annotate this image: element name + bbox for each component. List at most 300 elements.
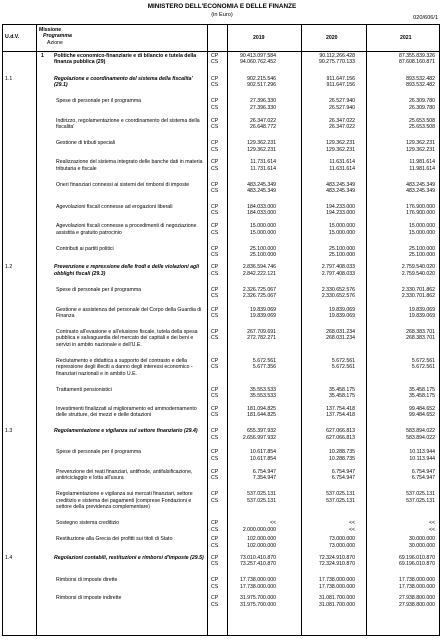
- value-2021-line: 17.738.000.000: [398, 583, 435, 590]
- value-2021-line: 5.672.561: [411, 364, 435, 371]
- value-2020-line: 25.100.000: [329, 245, 355, 252]
- value-2020: [285, 182, 355, 195]
- row-label: [56, 98, 206, 104]
- table-row: [3, 159, 439, 182]
- value-2021-line: 2.759.540.020: [401, 270, 435, 277]
- table-row: [3, 53, 439, 76]
- value-2020: [285, 329, 355, 342]
- value-2019: [206, 204, 276, 217]
- table-row: [3, 387, 439, 406]
- value-2021: [365, 53, 435, 66]
- row-label-text: Agevolazioni fiscali connesse a procedimenti di negoziazione assistita e gratuito patrocinio: [56, 223, 197, 236]
- table-row: [3, 520, 439, 536]
- value-2019-line: 902.517.296: [247, 82, 276, 89]
- table-row: [3, 287, 439, 307]
- value-2019-line: 35.553.533: [250, 393, 276, 400]
- value-2020: [285, 204, 355, 217]
- value-2019-line: 7.354.947: [252, 475, 276, 482]
- value-2020: [285, 555, 355, 568]
- type-code: CP: [211, 98, 219, 105]
- value-2019-line: 655.397.932: [247, 428, 276, 435]
- value-2019-line: 25.100.000: [250, 245, 276, 252]
- value-2019-line: 94.060.762.452: [239, 59, 276, 66]
- value-2019-line: 902.215.546: [247, 75, 276, 82]
- type-code: CP: [211, 428, 219, 435]
- header-mission-line: Missione: [39, 27, 62, 33]
- value-2020-line: <<: [348, 526, 355, 533]
- value-2019-line: 2.326.725.067: [242, 293, 276, 300]
- value-2020-line: 194.233.000: [326, 203, 355, 210]
- value-2021-line: 2.330.701.862: [401, 286, 435, 293]
- value-2020-line: 19.839.069: [329, 312, 355, 319]
- value-2021: [365, 406, 435, 419]
- type-code: CP: [211, 264, 219, 271]
- value-2020-line: 26.527.940: [329, 98, 355, 105]
- table-row: [3, 491, 439, 520]
- value-2020-line: 73.000.000: [329, 542, 355, 549]
- value-2019-line: 17.738.000.000: [239, 583, 276, 590]
- row-label-text: Gestione di tributi speciali: [56, 140, 116, 147]
- value-2021-line: 19.839.069: [409, 312, 435, 319]
- value-2021: [365, 159, 435, 172]
- row-number: 1: [41, 53, 44, 59]
- value-2020: [285, 246, 355, 259]
- value-2019-line: 537.025.131: [247, 497, 276, 504]
- value-2021-line: 15.000.000: [409, 229, 435, 236]
- row-label: [56, 287, 206, 293]
- value-2020-line: 10.288.735: [329, 455, 355, 462]
- value-2020-line: 537.025.131: [326, 491, 355, 498]
- value-2021-line: <<: [428, 520, 435, 527]
- value-2020-line: 137.754.418: [326, 411, 355, 418]
- type-code: CP: [211, 203, 219, 210]
- row-label-text: Regolamentazione e vigilanza sui mercati finanziari, settore creditizio e sistema dei pagamenti (comprese Fondazioni e settore della previdenza complementare): [56, 491, 193, 511]
- type-code: CS: [211, 526, 219, 533]
- value-2019: [206, 76, 276, 89]
- value-2020-line: 25.100.000: [329, 252, 355, 259]
- type-code: CS: [211, 82, 219, 89]
- value-2020: [285, 577, 355, 590]
- value-2021-line: 6.754.947: [411, 468, 435, 475]
- value-2021-line: 129.362.231: [406, 140, 435, 147]
- header-programma-line: Programma: [43, 33, 72, 40]
- row-code: (29.4): [182, 428, 198, 435]
- row-label: [56, 246, 206, 252]
- header-udv: U.d.V.: [5, 34, 20, 40]
- table-row: [3, 118, 439, 141]
- value-2021-line: 25.653.508: [409, 117, 435, 124]
- value-2020-line: 268.031.234: [326, 329, 355, 336]
- value-2019-line: 129.362.231: [247, 140, 276, 147]
- row-label: [56, 387, 206, 393]
- type-code: CS: [211, 312, 219, 319]
- value-2019-line: 15.000.000: [250, 229, 276, 236]
- type-code: CP: [211, 491, 219, 498]
- table-body: [3, 53, 439, 614]
- value-2019-line: 73.010.410.870: [239, 554, 276, 561]
- value-2019-line: 181.644.825: [247, 411, 276, 418]
- value-2019: [206, 329, 276, 342]
- value-2021-line: 583.894.022: [406, 434, 435, 441]
- value-2021-line: 17.738.000.000: [398, 577, 435, 584]
- row-code: (29.5): [188, 554, 204, 561]
- value-2019-line: 73.257.410.870: [239, 561, 276, 568]
- type-code: CP: [211, 181, 219, 188]
- value-2021-line: 176.900.000: [406, 203, 435, 210]
- value-2021-line: 537.025.131: [406, 491, 435, 498]
- row-code: (29.1): [54, 82, 68, 89]
- value-2020: [285, 358, 355, 371]
- value-2019: [206, 358, 276, 371]
- value-2020: [285, 491, 355, 504]
- value-2019: [206, 449, 276, 462]
- table-row: [3, 98, 439, 118]
- value-2020: [285, 469, 355, 482]
- row-label: [56, 491, 206, 510]
- value-2020-line: 537.025.131: [326, 497, 355, 504]
- row-label-text: Regolazioni contabili, restituzioni e rimborsi d'imposte: [54, 554, 189, 561]
- value-2020: [285, 428, 355, 441]
- row-label-text: Investimenti finalizzati al miglioramento ed ammodernamento delle strutture, dei mezzi e delle dotazioni: [56, 405, 197, 418]
- type-code: CS: [211, 229, 219, 236]
- header-divider: [3, 51, 439, 52]
- table-row: [3, 469, 439, 492]
- row-label: [56, 182, 206, 188]
- value-2020-line: 72.324.910.870: [318, 561, 355, 568]
- value-2021-line: 129.362.231: [406, 146, 435, 153]
- value-2020-line: 5.672.561: [331, 358, 355, 365]
- row-code: (29): [94, 59, 106, 66]
- value-2021-line: 35.458.175: [409, 393, 435, 400]
- value-2020-line: 17.738.000.000: [318, 583, 355, 590]
- row-label: [56, 536, 206, 542]
- row-label: [56, 406, 206, 419]
- value-2019-line: 483.245.349: [247, 181, 276, 188]
- value-2021-line: 893.532.482: [406, 75, 435, 82]
- value-2020-line: 2.797.408.033: [321, 270, 355, 277]
- row-label: [54, 76, 204, 89]
- row-label-text: Gestione e assistenza del personale del Corpo della Guardia di Finanza: [56, 306, 202, 319]
- row-label: [56, 307, 206, 320]
- value-2021-line: 30.000.000: [409, 542, 435, 549]
- value-2020-line: 483.245.349: [326, 181, 355, 188]
- value-2019: [206, 98, 276, 111]
- type-code: CS: [211, 497, 219, 504]
- type-code: CS: [211, 455, 219, 462]
- header-year-2021: 2021: [400, 35, 412, 41]
- type-code: CS: [211, 542, 219, 549]
- value-2020: [285, 53, 355, 66]
- value-2019-line: 15.000.000: [250, 223, 276, 230]
- value-2021-line: 6.754.947: [411, 475, 435, 482]
- value-2019: [206, 536, 276, 549]
- row-label-text: Contrasto all'evasione e all'elusione fiscale, tutela della spesa pubblica e salvaguardia del mercato dei capitali e dei beni e servizi in ambito nazionale e dell'U.E.: [56, 329, 198, 348]
- type-code: CS: [211, 252, 219, 259]
- value-2020-line: 35.458.175: [329, 393, 355, 400]
- value-2019-line: 11.731.614: [250, 159, 276, 166]
- row-label-text: Reclutamento e didattica a supporto del contrasto e della repressione degli illeciti a danno degli interessi economico - finanziari nazionali e in ambito U.E.: [56, 358, 193, 377]
- type-code: CS: [211, 393, 219, 400]
- value-2021-line: 583.894.022: [406, 428, 435, 435]
- value-2021-line: 35.458.175: [409, 387, 435, 394]
- value-2019: [206, 406, 276, 419]
- value-2019-line: 267.709.691: [247, 329, 276, 336]
- value-2019-line: 10.617.854: [250, 455, 276, 462]
- value-2021: [365, 204, 435, 217]
- row-label-text: Regolamentazione e vigilanza sul settore finanziario: [54, 428, 183, 435]
- row-label: [54, 53, 204, 66]
- row-label: [56, 449, 206, 455]
- table-row: [3, 264, 439, 287]
- value-2020-line: 2.330.652.576: [321, 286, 355, 293]
- row-label: [54, 555, 204, 561]
- value-2019: [206, 287, 276, 300]
- table-row: [3, 140, 439, 159]
- value-2020-line: 129.362.231: [326, 140, 355, 147]
- type-code: CP: [211, 554, 219, 561]
- value-2021-line: 99.484.652: [409, 405, 435, 412]
- value-2021-line: 483.245.349: [406, 188, 435, 195]
- value-2019-line: 537.025.131: [247, 491, 276, 498]
- value-2021: [365, 287, 435, 300]
- header-azione-line: Azione: [47, 39, 63, 46]
- row-label: [56, 577, 206, 583]
- value-2021: [365, 469, 435, 482]
- value-2019: [206, 469, 276, 482]
- value-2021: [365, 536, 435, 549]
- table-row: [3, 428, 439, 449]
- table-row: [3, 536, 439, 555]
- value-2020: [285, 536, 355, 549]
- value-2021: [365, 118, 435, 131]
- type-code: CS: [211, 293, 219, 300]
- row-udv: 1.1: [5, 75, 13, 82]
- page-title: MINISTERO DELL'ECONOMIA E DELLE FINANZE: [147, 3, 297, 10]
- type-code: CS: [211, 210, 219, 217]
- value-2019: [206, 182, 276, 195]
- value-2021: [365, 577, 435, 590]
- value-2021-line: 10.113.944: [409, 455, 435, 462]
- value-2019-line: 272.782.271: [247, 335, 276, 342]
- type-code: CP: [211, 159, 219, 166]
- row-label: [56, 595, 206, 601]
- row-label-text: Realizzazione del sistema integrato delle banche dati in materia tributaria e fiscale: [56, 159, 203, 172]
- value-2019-line: 35.553.533: [250, 387, 276, 394]
- value-2021: [365, 140, 435, 153]
- value-2019-line: 129.362.231: [247, 146, 276, 153]
- header-year-2019: 2019: [253, 35, 265, 41]
- value-2020: [285, 264, 355, 277]
- value-2020: [285, 406, 355, 419]
- value-2019: [206, 159, 276, 172]
- table-row: [3, 307, 439, 330]
- value-2019-line: 184.033.000: [247, 203, 276, 210]
- value-2020: [285, 140, 355, 153]
- document-code: 020/606/1: [413, 15, 438, 21]
- row-label-text: Spese di personale per il programma: [56, 286, 142, 293]
- value-2021: [365, 428, 435, 441]
- type-code: CS: [211, 146, 219, 153]
- value-2021-line: 5.672.561: [411, 358, 435, 365]
- value-2019: [206, 491, 276, 504]
- type-code: CP: [211, 358, 219, 365]
- value-2020-line: <<: [348, 520, 355, 527]
- row-label: [54, 264, 204, 277]
- value-2021: [365, 307, 435, 320]
- value-2020: [285, 449, 355, 462]
- value-2019-line: 11.731.614: [250, 165, 276, 172]
- value-2021: [365, 223, 435, 236]
- row-label-text: Prevenzione dei reati finanziari, antifrode, antifalsificazione, antiriciclaggio e lotta all'usura: [56, 468, 193, 482]
- value-2020-line: 26.347.022: [329, 117, 355, 124]
- type-code: CS: [211, 411, 219, 418]
- type-code: CP: [211, 286, 219, 293]
- type-code: CP: [211, 577, 219, 584]
- value-2021: [365, 98, 435, 111]
- value-2020-line: 129.362.231: [326, 146, 355, 153]
- type-code: CS: [211, 188, 219, 195]
- value-2021-line: 87.355.839.326: [398, 53, 435, 59]
- type-code: CS: [211, 561, 219, 568]
- row-label-text: Rimborsi di imposte indirette: [56, 595, 122, 602]
- value-2021: [365, 387, 435, 400]
- value-2019-line: 26.347.022: [250, 117, 276, 124]
- row-label-text: Contributi ai partiti politici: [56, 245, 114, 252]
- value-2020-line: 911.647.156: [326, 75, 355, 82]
- type-code: CP: [211, 595, 219, 602]
- value-2020: [285, 520, 355, 533]
- value-2021: [365, 182, 435, 195]
- value-2019-line: 27.396.330: [250, 98, 276, 105]
- value-2021-line: 69.196.010.870: [398, 561, 435, 568]
- row-label: [56, 223, 206, 236]
- type-code: CP: [211, 117, 219, 124]
- value-2019-line: 10.617.854: [250, 449, 276, 456]
- value-2021: [365, 555, 435, 568]
- type-code: CP: [211, 449, 219, 456]
- value-2019-line: 102.000.000: [247, 536, 276, 543]
- type-code: CP: [211, 245, 219, 252]
- type-code: CP: [211, 536, 219, 543]
- value-2019: [206, 118, 276, 131]
- value-2021-line: 30.000.000: [409, 536, 435, 543]
- row-label-text: Sostegno sistema creditizio: [56, 520, 120, 527]
- value-2019-line: 2.326.725.067: [242, 286, 276, 293]
- value-2019: [206, 387, 276, 400]
- value-2020: [285, 98, 355, 111]
- table-row: [3, 595, 439, 614]
- value-2019-line: 181.094.825: [247, 405, 276, 412]
- row-label: [56, 159, 206, 172]
- table-row: [3, 182, 439, 204]
- value-2020-line: 5.672.561: [331, 364, 355, 371]
- row-label: [56, 204, 206, 210]
- row-label-text: Spese di personale per il programma: [56, 98, 142, 105]
- value-2019: [206, 555, 276, 568]
- row-label-text: Restituzione alla Grecia dei profitti sui titoli di Stato: [56, 536, 173, 543]
- value-2020-line: 15.000.000: [329, 223, 355, 230]
- value-2021-line: 176.900.000: [406, 210, 435, 217]
- value-2020-line: 11.631.614: [329, 165, 355, 172]
- value-2019-line: 31.975.700.000: [239, 601, 276, 608]
- row-label: [56, 329, 206, 348]
- value-2021: [365, 491, 435, 504]
- value-2019-line: 25.100.000: [250, 252, 276, 259]
- type-code: CS: [211, 601, 219, 608]
- value-2021-line: 10.113.944: [409, 449, 435, 456]
- page-subtitle: (in Euro): [211, 12, 233, 18]
- value-2021-line: 2.330.701.862: [401, 293, 435, 300]
- value-2020-line: 26.527.940: [329, 104, 355, 111]
- value-2021-line: 25.100.000: [409, 252, 435, 259]
- table-row: [3, 204, 439, 224]
- row-label-text: Rimborsi di imposte dirette: [56, 577, 118, 584]
- value-2020: [285, 307, 355, 320]
- value-2020-line: 15.000.000: [329, 229, 355, 236]
- table-row: [3, 329, 439, 358]
- type-code: CS: [211, 434, 219, 441]
- type-code: CP: [211, 468, 219, 475]
- row-label: [56, 520, 206, 526]
- value-2019-line: 27.396.330: [250, 104, 276, 111]
- value-2020: [285, 76, 355, 89]
- value-2020-line: 268.031.234: [326, 335, 355, 342]
- value-2020: [285, 223, 355, 236]
- value-2019: [206, 264, 276, 277]
- value-2020-line: 90.112.266.428: [319, 53, 355, 59]
- type-code: CP: [211, 306, 219, 313]
- value-2020-line: 483.245.349: [326, 188, 355, 195]
- value-2019-line: 2.836.594.746: [242, 264, 276, 271]
- row-udv: 1.2: [5, 264, 13, 271]
- type-code: CS: [211, 59, 219, 66]
- value-2019-line: 2.000.000.000: [242, 526, 276, 533]
- value-2021-line: 268.383.701: [406, 335, 435, 342]
- value-2021: [365, 76, 435, 89]
- type-code: CP: [211, 405, 219, 412]
- value-2021-line: 483.245.349: [406, 181, 435, 188]
- value-2020-line: 2.797.408.033: [321, 264, 355, 271]
- value-2019-line: 483.245.349: [247, 188, 276, 195]
- value-2021: [365, 595, 435, 608]
- type-code: CP: [211, 53, 219, 59]
- row-label-text: Oneri finanziari connessi ai sistemi dei rimborsi di imposte: [56, 181, 190, 188]
- row-udv: 1.3: [5, 428, 13, 435]
- value-2021: [365, 264, 435, 277]
- value-2021-line: 69.196.010.870: [398, 554, 435, 561]
- value-2020-line: 6.754.947: [331, 468, 355, 475]
- row-label-text: Prevenzione e repressione delle frodi e delle violazioni agli obblighi fiscali: [54, 264, 200, 277]
- type-code: CS: [211, 364, 219, 371]
- value-2021-line: 19.839.069: [409, 306, 435, 313]
- row-label: [56, 118, 206, 131]
- value-2020: [285, 118, 355, 131]
- value-2021-line: 27.938.800.000: [398, 595, 435, 602]
- type-code: CS: [211, 104, 219, 111]
- row-label-text: Regolazione e coordinamento del sistema della fiscalita': [54, 75, 193, 82]
- value-2020-line: 90.275.770.133: [318, 59, 355, 66]
- value-2019-line: 19.839.069: [250, 312, 276, 319]
- value-2020-line: 31.081.700.000: [318, 595, 355, 602]
- value-2020-line: 10.288.735: [329, 449, 355, 456]
- value-2019-line: 6.754.947: [252, 468, 276, 475]
- value-2019-line: <<: [269, 520, 276, 527]
- value-2019: [206, 577, 276, 590]
- value-2019: [206, 140, 276, 153]
- value-2020: [285, 287, 355, 300]
- value-2021-line: 99.484.652: [409, 411, 435, 418]
- header-missione: [39, 27, 72, 46]
